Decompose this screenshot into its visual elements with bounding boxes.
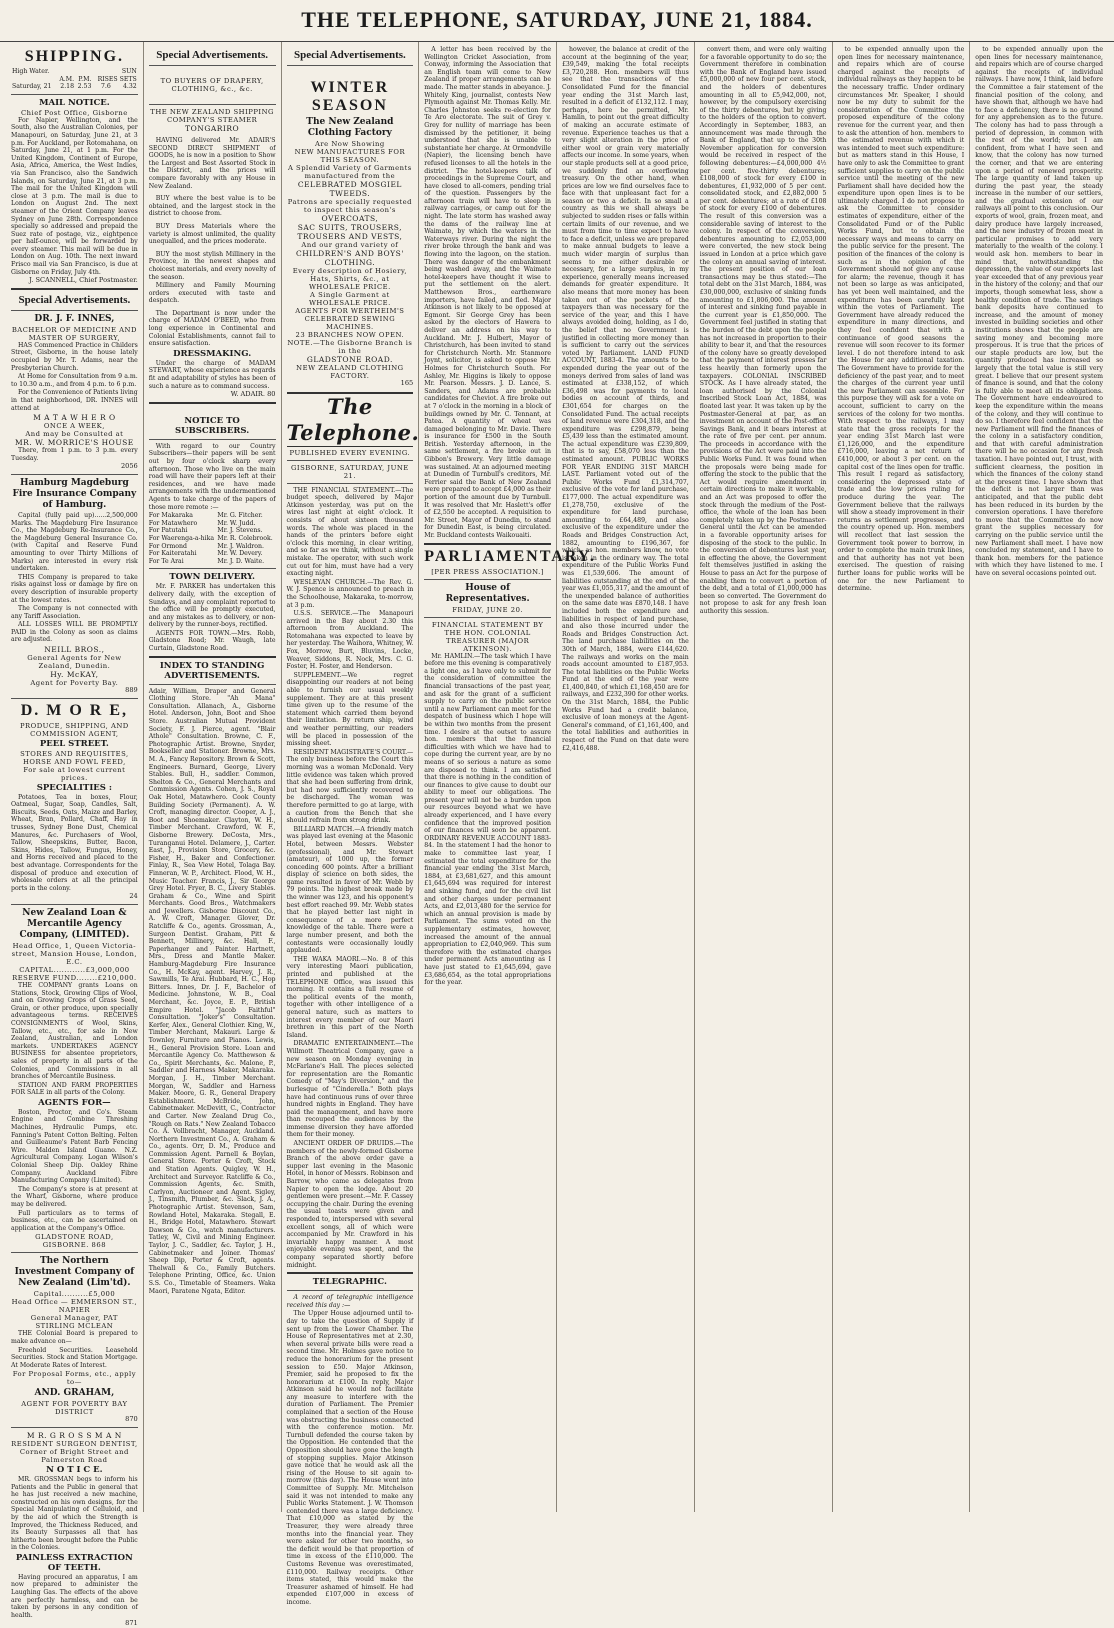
factory-showing: Are Now Showing (315, 140, 385, 148)
index-heading: INDEX TO STANDING ADVERTISEMENTS. (159, 660, 265, 681)
ship-name: TONGARIRO (185, 124, 240, 133)
agents-table (149, 512, 276, 565)
telegraphic-intro: A record of telegraphic intelligence received this day :— (286, 1294, 414, 1309)
column-6-text: convert them, and were only waiting for a favorable opportunity to do so; the Government therefore in combination with the Bank of England have issued £5,000,000 of new four per cent. stock, and the holders of debentures amounting in all to £5,942,000, not, however, by the compulsory exercising of the thirty debentures, but by giving to the holders of the option to convert. Accordingly in September, 1883, an announcement was made through the Bank of England, that up to the 30th November application for conversion would be received in respect of the following debentures:—£4,000,000 4½ per cent. five-thirty debentures; £108,000 of stock for every £100 in debentures, £1,932,000 of 5 per cent. consolidated stock, and £2,882,000 5 per cent. debentures; at a rate of £108 of stock for every £100 of debentures. The result of this conversion was a considerable saving of interest to the colony. In respect of the conversion, debentures amounting to £2,053,000 were converted, the new stock being issued in London at a price which gave the colony an annual saving of interest. The present position of our loan transactions may be thus stated:—The total debt on the 31st March, 1884, was £30,000,000, exclusive of sinking funds amounting to £1,806,000. The amount of interest and sinking fund payable in the current year is £1,850,000. The Government feel justified in stating that the burden of the debt upon the people has not increased in proportion to their ability to bear it, and that the resources of the colony have so greatly developed that the payment of interest presses far less heavily than formerly upon the taxpayers. COLONIAL INSCRIBED STOCK. As I have already stated, the loan authorised by the Colonial Inscribed Stock Loan Act, 1884, was floated last year. It was taken up by the Postmaster-General at par, as an investment on account of the Post-office Savings Bank, and it bears interest at the rate of five per cent. per annum. The proceeds in accordance with the provisions of the Act were paid into the Public Works Fund. It was found when the proposals were being made for offering the stock to the public that the Act would require amendment in certain directions to make it workable, and an Act was proposed to offer the stock through the medium of the Post-office, the whole of the loan has been completely taken up by the Postmaster-General until the Act can be amended in a favorable opportunity arises for disposing of the stock to the public. In the conversion of debentures last year, in effecting the above, the Government felt themselves justified in asking the House to pass an Act for the purpose of enabling them to convert a portion of the debt, and a total of £1,000,000 has been so converted. The Government do not propose to ask for any fresh loan authority this session. (699, 46, 827, 615)
tides-am: 2.18 (60, 83, 75, 91)
nzloan-office: Head Office, 1, Queen Victoria-street, Mansion House, London, E.C. (11, 941, 138, 966)
innes-name: DR. J. F. INNES, (34, 313, 115, 324)
painless-title: PAINLESS EXTRACTION OF TEETH. (15, 1552, 133, 1573)
article-dramatic: DRAMATIC ENTERTAINMENT.—The Willmott Theatrical Company, gave a new season on Monday evening in McFarlane's Hall. The pieces selected for representation are the Romantic Comedy of "May's Diversion," and the burlesque of "Cinderella." Both plays have had continuous runs of over three hundred nights in England. They have paid the management, and have more than recouped the audiences by the immense diversion they have afforded them for their money. (286, 1040, 414, 1139)
town-delivery-text: Mr. F. PARKER has undertaken this delivery daily, with the exception of Sundays, and any complaint reported to the office will be promptly executed, and any mistakes as to delivery, or non-delivery by the runner-boys, rectified. (148, 583, 276, 629)
article-waka-maori: THE WAKA MAORI.—No. 8 of this very interesting Maori publication, printed and published at the TELEPHONE Office, was issued this morning. It contains a full resume of the political events of the month, together with other intelligence of a general nature, such as matters to interest every member of our Maori brethren in this part of the North Island. (286, 955, 414, 1039)
column-8 (970, 42, 1108, 1512)
grossman-text: MR. GROSSMAN begs to inform his Patients and the Public in general that he has just received a new machine, constructed on his own designs, for the Special Manipulating of Celluloid, and by the aid of which the Strength is Improved, the Thickness Reduced, and its Beauty Surpasses all that has hitherto been brought before the Public in the Colonies. (11, 1475, 138, 1552)
masthead: THE TELEPHONE, SATURDAY, JUNE 21, 1884. (0, 0, 1114, 42)
more-number: 24 (129, 892, 138, 901)
column-4 (419, 42, 596, 1512)
article-druids: ANCIENT ORDER OF DRUIDS.—The members of the newly-formed Gisborne Branch of the above order gave a supper last evening in the Masonic Hotel, in honor of Messrs. Robinson and Barrow, who came as delegates from Napier to open the lodge. About 20 gentlemen were present.—Mr. F. Cassey occupying the chair. During the evening the usual toasts were given and responded to, interspersed with several excellent songs, all of which were accompanied by Mr. Crawford in his invariably happy manner. A most enjoyable evening was spent, and the company separated shortly before midnight. (286, 1140, 414, 1269)
nzloan-reserve: RESERVE FUND........£210,000. (12, 973, 137, 982)
parliamentary-sub: [PER PRESS ASSOCIATION.] (431, 567, 544, 576)
innes-text-5: There, from 1 p.m. to 3 p.m. every Tuesday. (11, 447, 138, 462)
nzloan-capital: CAPITAL............£3,000,000 (19, 965, 130, 974)
factory-branches: 23 BRANCHES NOW OPEN. (295, 331, 405, 339)
house-heading: House of Representatives. (445, 582, 530, 604)
column-5 (557, 42, 695, 1512)
northern-manager: General Manager, PAT STIRLING MCLEAN (30, 1314, 118, 1331)
adair-buy-1: BUY where the best value is to be obtained, and the largest stock in the district to choose from. (148, 195, 276, 218)
mail-notice-heading: MAIL NOTICE. (39, 97, 110, 108)
mail-notice-sub: Chief Post Office, Gisborne (20, 108, 128, 117)
article-uss: U.S.S. SERVICE.—The Manapouri arrived in the Bay about 2.30 this afternoon from Auckland. The Rotomahana was expected to leave by her yesterday. The Waihora, Whitney, W. Fox, Morrow, Burt, Bluvins, Locke, Weaver, Siddons, R. Nock, Mrs. C. G. Foster, H. Foster, and Henderson. (286, 610, 414, 671)
tides-head-water: High Water. (12, 68, 50, 75)
northern-capital: Capital..........£5,000 (33, 1290, 116, 1299)
column-4-text: A letter has been received by the Wellington Cricket Association, from Conway, informing the Association that an English team will come to New Zealand if proper arrangements can be made. The matter stands in abeyance. J. Whitely King, journalist, contests New Plymouth against Mr. Thomas Kelly. Mr. Charles Johnston seeks re-election for Te Aro electorate. The suit of Grey v. Grey for nullity of marriage has been dismissed by the petitioner, it being understood that she is unable to substantiate her charge. At Ormondville (Napier), the licensing bench have refused licenses to all the hotels in the district. The hotel-keepers talk of proceedings in the Supreme Court, and have closed to all-comers, pending trial of the question. Passengers by the afternoon train will have to sleep in railway carriages, or camp out for the night. The late storm has washed away the dams of the railway line at Waimate, by which the waters in the Waterways river. During the night the river broke through the bank and was flowing into the lagoon, on the station. There was danger of the embankment being washed away, and the Waimate hotel-keepers have thought it wise to put the settlement on the alert. Matthewson Bros., earthenware importers, have failed, and fled. Major Atkinson is not likely to be opposed at Egmont. Sir George Grey has been asked by the electors of Hawera to deliver an address on his way to Auckland. Mr. J. Hulbert, Mayor of Christchurch, has been invited to stand for Christchurch North. Mr. Stanmore Joynt, solicitor, is asked to oppose Mr. Holmes for Christchurch South. For Ashley, Mr. Higgins is likely to oppose Mr. Pearson. Messrs. J. D. Lance, S. Sanders, and Adams are probable candidates for Cheviot. A fire broke out at 7 o'clock in the morning in a block of buildings owned by Mr. C. Tennant, at Patea. A quantity of wheat was damaged belonging to Mr. Davie. There is insurance for £500 in the South British. Yesterday afternoon, in the same settlement, a fire broke out in Gibbon's Brewery. Very little damage was sustained. At an adjourned meeting at Dunedin of Turnbull's creditors, Mr. Ferrier said the Bank of New Zealand were prepared to accept £4,000 as their portion of the amount due by Turnbull. It was resolved that Mr. Haslett's offer of £2,550 be accepted. A requisition to Mr. Street, Mayor of Dunedin, to stand for Dunedin East, is being circulated. Mr. Buckland contests Waikouaiti. (424, 46, 551, 539)
nzloan-title: New Zealand Loan & Mercantile Agency Company, (LIMITED). (19, 907, 130, 940)
neill-sub: General Agents for New Zealand, Dunedin. (27, 654, 122, 671)
graham-name: AND. GRAHAM, (34, 1388, 115, 1399)
factory-mosgiel: CELEBRATED MOSGIEL TWEEDS. (297, 180, 402, 198)
adair-buy-3: BUY the most stylish Millinery in the Province, in the newest shapes and choicest materials, and every novelty of the season. (148, 250, 276, 281)
factory-number: 165 (400, 379, 414, 387)
northern-items: Freehold Securities. Leasehold Securities. Stock and Station Mortgage. At Moderate Rates of Interest. (11, 1346, 138, 1369)
factory-splendid: A Splendid Variety of Garments manufactured from the (287, 164, 412, 180)
factory-trousers: TROUSERS AND VESTS, (297, 232, 403, 241)
factory-note: NOTE.—The Gisborne Branch is in the (287, 339, 413, 355)
hamburg-title: Hamburg Magdeburg Fire Insurance Company of Hamburg. (12, 477, 137, 510)
column-6 (695, 42, 833, 1512)
innes-text-2: At Home for Consultation from 9 a.m. to 10.30 a.m., and from 4 p.m. to 6 p.m. (11, 373, 138, 388)
nzloan-station: STATION AND FARM PROPERTIES FOR SALE in all parts of the Colony. (11, 1081, 138, 1097)
innes-text-4: And may be Consulted at (25, 430, 124, 439)
tides-sub-rises: RISES SETS (97, 75, 137, 83)
agent-row: For Te Arai Mr. J. D. Waite. (148, 557, 265, 565)
northern-title: The Northern Investment Company of New Zealand (Lim'td). (14, 1256, 135, 1289)
tides-sub-pm: P.M. (78, 75, 92, 83)
tides-head-sun: SUN (121, 68, 137, 75)
article-wesleyan: WESLEYAN CHURCH.—The Rev. G. W. J. Spence is announced to preach in the Schoolhouse, Makaraka, to-morrow, at 3 p.m. (286, 578, 414, 609)
grossman-address: Corner of Bright Street and Palmerston Road (19, 1447, 129, 1464)
newspaper-columns (6, 42, 1108, 1628)
more-sale: For sale at lowest current prices. (23, 765, 126, 782)
column-7-text: to be expended annually upon the open lines for necessary maintenance, and repairs which are of course charged against the receipts of individual railways as they happen to be the necessary traffic. Under ordinary circumstances Mr. Speaker, I should now be my duty to submit for the consideration of the Committee the proposed expenditure of the colony revenue for the current year, and then to ask the attention of hon. members to the estimated revenue with which it was intended to meet such expenditure: but as matters stand in this House, I have only to ask the Committee to grant sufficient supplies to carry on the public service until the meeting of the new Parliament shall have decided how the expenditure upon open lines is to be ultimately charged. I do not propose to ask the Committee to consider estimates of expenditure, either of the Consolidated Fund or of the Public Works Fund, but to obtain the necessary ways and means to carry on the public service for the present. The position of the finances of the colony is such as in the opinion of the Government should not give any cause for alarm; the revenue, though it has not been so large as was anticipated, has yet been well maintained, and the expenditure has been carefully kept within the votes of Parliament. The Government have already reduced the expenditure in many directions, and they feel confident that with a continuance of good seasons the revenue will soon recover to its former level. I do not therefore intend to ask the House for any additional taxation. The Government have to provide for the deficiency of the past year, and to meet the charges of the current year until the new Parliament can assemble. For this purpose they will ask for a vote on account, sufficient to carry on the services of the colony for two months. With respect to the railways, I may state that the gross receipts for the year ending 31st March last were £1,126,000, and the expenditure £716,000, leaving a net return of £410,000, or about 3 per cent. on the capital cost of the lines open for traffic. This result I regard as satisfactory, considering the depressed state of trade and the low prices ruling for produce during the year. The Government believe that the railways will show a steady improvement in their returns as settlement progresses, and the country opened up. Hon. members will recollect that last session the Government took power to borrow, in order to complete the main trunk lines, and that authority has not yet been exercised. The question of raising further loans for public works will be one for the new Parliament to determine. (837, 46, 965, 593)
mckay-name: Hy. McKAY, (50, 670, 99, 680)
special-ads-heading: Special Advertisements. (18, 293, 131, 306)
factory-every: Every description of Hosiery, Hats, Shirts, &c., at WHOLESALE PRICE. (292, 267, 408, 291)
factory-children: CHILDREN'S AND BOYS' CLOTHING. (295, 249, 404, 267)
innes-number: 2056 (120, 462, 138, 471)
mail-notice-sign: J. SCANNELL, Chief Postmaster. (29, 276, 138, 285)
nzloan-text: THE COMPANY grants Loans on Stations, Stock, Growing Clips of Wool, and on Growing Crops of Grass Seed, Grain, or other produce, upon specially advantageous terms. RECEIVES CONSIGNMENTS of Wool, Skins, Tallow, etc., etc., for sale in New Zealand, Australian, and London markets. UNDERTAKES AGENCY BUSINESS for absentee proprietors, sales of property in all parts of the Colonies, and Commissions in all branches of Mercantile Business. (11, 981, 138, 1081)
tides-rises: 7.6 (101, 83, 111, 91)
factory-sac-suits: SAC SUITS, TROUSERS, (297, 223, 403, 232)
more-street: PEEL STREET. (39, 738, 109, 749)
painless-number: 871 (125, 1619, 138, 1628)
innes-text-1: HAS Commenced Practice in Childers Street, Gisborne, in the house lately occupied by Mr. T. Adams, near the Presbyterian Church. (11, 341, 138, 372)
winter-season: WINTER SEASON (310, 79, 390, 114)
factory-agents: AGENTS FOR WERTHEIM'S CELEBRATED SEWING MACHINES. (295, 307, 405, 331)
factory-overcoats: OVERCOATS, (321, 214, 379, 223)
tides-sub-am: A.M. (59, 75, 75, 83)
dateline: GISBORNE, SATURDAY, JUNE 21. (290, 463, 409, 480)
factory-single: A Single Garment at WHOLESALE PRICE. (308, 291, 391, 307)
innes-degree: BACHELOR OF MEDICINE AND MASTER OF SURGERY, (11, 325, 137, 342)
hamburg-text-4: ALL LOSSES WILL BE PROMPTLY PAID in the Colony as soon as claims are adjusted. (11, 621, 138, 644)
article-supplement: SUPPLEMENT.—We regret disappointing our readers at not being able to furnish our usual weekly supplement. They are at this present time given up to the resume of the statement which carried them beyond their limitation. By return ship, wind and weather permitting, our readers will be placed in possession of the missing sheet. (286, 671, 414, 748)
grossman-notice: N O T I C E. (46, 1464, 103, 1475)
column-7 (833, 42, 971, 1512)
hamburg-text-2: THIS Company is prepared to take risks against loss or damage by fire on every description of insurable property at the lowest rates. (11, 573, 138, 604)
nzloan-full: Full particulars as to terms of business, etc., can be ascertained on application at the Company's Office. (11, 1209, 138, 1232)
mckay-sub: Agent for Poverty Bay. (30, 679, 119, 688)
parliamentary-heading: PARLIAMENTARY. (424, 547, 596, 565)
more-specialities: SPECIALITIES : (36, 782, 113, 793)
column-3 (282, 42, 420, 1606)
subscribers-heading: NOTICE TO SUBSCRIBERS. (175, 415, 250, 436)
agent-row: For Kaiteratahi Mr. W. Devery. (148, 550, 263, 558)
drapers-heading: TO BUYERS OF DRAPERY, CLOTHING, &c., &c. (160, 77, 264, 93)
town-agents: AGENTS FOR TOWN.—Mrs. Robb, Gladstone Road; Mr. Waugh, late Curtain, Gladstone Road. (148, 629, 276, 653)
graham-sub: AGENT FOR POVERTY BAY DISTRICT (21, 1400, 128, 1417)
nzloan-agents: AGENTS FOR— (38, 1097, 111, 1108)
nzloan-office-2: The Company's store is at present at the Wharf, Gisborne, where produce may be delivered. (11, 1185, 138, 1208)
more-stores: STORES AND REQUISITES, HORSE AND FOWL FEED, (20, 749, 129, 766)
more-text: Potatoes, Tea in boxes, Flour, Oatmeal, Sugar, Soap, Candles, Salt, Biscuits, Seeds, Oats, Maize and Barley, Wheat, Bran, Pollard, Chaff, Hay in trusses, Sydney Bone Dust, Chemical Manures, &c. Purchasers of Wool, Tallow, Sheepskins, Butter, Bacon, Skins, Hides, Tallow, Fungus, Honey, and Horns received and placed to the best advantage. Correspondents for the disposal of produce and execution of wholesale orders at all the principal ports in the colony. (11, 793, 138, 892)
telegraphic-heading: TELEGRAPHIC. (312, 1277, 387, 1288)
adair-dept: The Department is now under the charge of MADAM O'BEED, who from long experience in Continental and Colonial Establishments, cannot fail to ensure satisfaction. (148, 309, 276, 348)
telegraphic-text: The Upper House adjourned until to-day to take the question of Supply if sent up from the Lower Chamber. The House of Representatives met at 2.30, when several private bills were read a second time. Mr. Holmes gave notice to reduce the honorarium for the present session to £50. Major Atkinson, Premier, said he proposed to fix the honorarium at £100. In reply, Major Atkinson said he would not facilitate any measure to interfere with the duration of Parliament. The Premier complained that a section of the House was obstructing the business connected with the conference motion. Mr. Turnbull defended the course taken by the Opposition. He contended that the Opposition should have gone the length of stopping supplies. Major Atkinson gave notice that he would ask all the rising of the House to sit again to-morrow (this day). The House went into Committee of Supply. Mr. Mitchelson said it was not intended to make any Public Works Statement. J. W. Thomson contended there was a large deficiency. That £10,000 as stated by the Treasurer, they were already three months into the financial year. They were asked for other two months, so the deficit would be that proportion of time in excess of the £110,000. The Customs Revenue was overestimated, £110,000. Railway receipts. Other items stated, this would make the Treasurer ashamed of himself. He had expended £107,000 in excess of income. (286, 1310, 414, 1606)
dressmaking-text: Under the charge of MADAM STEWART, whose experience as regards fit and adaptability of styles has been of such a nature as to command success. (148, 359, 276, 390)
northern-forms: For Proposal Forms, etc., apply to— (12, 1370, 137, 1387)
grossman-sub: RESIDENT SURGEON DENTIST, (11, 1439, 138, 1448)
hamburg-text-3: The Company is not connected with any Tariff Association. (11, 605, 138, 620)
innes-place: M A T A W H E R O (33, 413, 116, 423)
agent-row: For Waerenga-a-hika Mr. R. Colebrook. (148, 534, 273, 542)
special-ads-heading-3: Special Advertisements. (293, 49, 406, 61)
hamburg-text: Capital (fully paid up)......2,500,000 Marks. The Magdeburg Fire Insurance Co., the Magdeburg Re-Insurance Co., the Magdeburg General Insurance Co. (with Capital and Reserve Fund amounting to over Thirty Millions of Marks) are interested in every risk undertaken. (11, 511, 138, 573)
more-name: D. M O R E, (20, 701, 129, 719)
tides-sets: 4.32 (122, 83, 137, 91)
nzloan-list: Boston, Proctor, and Co's. Steam Engine and Combine Threshing Machines, Hydraulic Pumps, etc. Fanning's Patent Cotton Belting. Felten and Guilleaume's Patent Barb Fencing Wire. Malden Island Guano. N.Z. Agricultural Company. Logan Wilson's Colonial Sheep Dip. Oakley Rhine Company. Auckland Fibre Manufacturing Company (Limited). (11, 1108, 138, 1185)
factory-title: The New Zealand Clothing Factory (306, 117, 394, 138)
article-court: RESIDENT MAGISTRATE'S COURT.—The only business before the Court this morning was a woman McDonald. Very little evidence was taken which proved that she had been suffering from drink, but had now sufficiently recovered to be discharged. The woman was therefore permitted to go at large, with a caution from the Bench that she should refrain from strong drink. (286, 748, 414, 825)
column-1 (6, 42, 144, 1628)
adair-buy-4: Millinery and Family Mourning orders executed with taste and despatch. (148, 282, 276, 305)
article-billiard: BILLIARD MATCH.—A friendly match was played last evening at the Masonic Hotel, between Messrs. Webster (professional), and Mr. Stewart (amateur), of 1000 up, the former conceding 600 points. After a brilliant display of science on both sides, the game resulted in favor of Mr. Webb by 79 points. The highest break made by the winner was 123, and his opponent's best effort reached 99. Mr. Webb states that he played better last night in consequence of a more perfect knowledge of the table. There were a large number present, and both the contestants were occasionally loudly applauded. (286, 825, 414, 955)
neill-name: NEILL BROS., (44, 645, 105, 655)
index-list: Adair, William, Draper and General Clothing Store. "Ah Mana" Consultation. Allanach, A., Gisborne Hotel. Anderson, John, Boot and Shoe Store. Australian Mutual Provident Society, F. J. Pierce, agent. "Blair Athole" Consultation. Browne, C. F., Photographic Artist. Browne, Snyder, Bookseller and Stationer. Browne, Mrs. M. A., Fancy Repository. Brown & Scott, Engineers. Burnard, George, Livery Stables. Bull, H., saddler. Common, Shelton & Co., General Merchants and Commission Agents. Cohen, J. S., Royal Oak Hotel, Matawhero. Cook County Building Society (Permanent). A. W. Croft, managing director. Cooper, A. J., Boot and Shoemaker. Clayton, W. H., Timber Merchant. Crawford, W. F., Gisborne Brewery. DeCosta, Mrs., Turanganui Hotel. Delamere, J., Carter. East, J., Provision Store, Grocery, &c. Fisher, H., Baker and Confectioner. Finlay, R., Sea View Hotel, Tolaga Bay. Finneran, W. P., Architect. Flood, W. H., Music Teacher. Francis, J., Sir George Grey Hotel. Fryer, B. C., Livery Stables. Graham & Co., Wine and Spirit Merchants. Good Bros., Watchmakers and Jewellers. Gisborne Discount Co., A. W. Croft, Manager. Glover, Dr. Ratcliffe & Co., agents. Grossman, A., Surgeon Dentist. Graham, Pitt & Bennett, Millinery, &c. Hall, F., Paperhanger and Painter. Hartnett, Mrs., Dress and Mantle Maker. Hamburg-Magdeburg Fire Insurance Co., H. McKay, agent. Harvey, J. R., Sawmills, Te Arai. Hubbard, H. C., Hop Bitters. Innes, Dr. J. F., Bachelor of Medicine. Johnstone, W. B., Coal Merchant, &c. Joyce, E. P., British Empire Hotel. "Jacob Faithful" Consultation. "Joker's" Consultation. Kerfer, Alex., General Clothier. King, W., Timber Merchant, Makauri. Large & Townley, Furniture and Pianos. Lewis, H., General Provision Store. Loan and Mercantile Agency Co. Matthewson & Co., Spirit Merchants, &c. Malone, P., Saddler and Harness Maker, Makaraka. Morgan, J. H., Timber Merchant. Morgan, W., Saddler and Harness Maker. Moore, G. R., General Drapery Establishment. McBride, John, Cabinetmaker. McDevitt, C., Contractor and Carter. New Zealand Drug Co., "Rough on Rats." New Zealand Tobacco Co. A. Vollbracht, Manager, Auckland. Northern Investment Co., A. Graham & Co., agents. Orr, D. M., Produce and Commission Agent. Parnell & Boylan, General Store. Porter & Croft, Stock and Station Agents. Quigley, W. H., Architect and Surveyor. Ratcliffe & Co., Commission Agents, &c. Smith, Carlyon, Auctioneer and Agent. Sigley, J., Tinsmith, Plumber, &c. Slack, J. A., Photographic Artist. Stevenson, Sam, Rowland Hotel, Makaraka. Stegall, E. H., Bridge Hotel, Matawhero. Stewart Dawson & Co., watch manufacturers. Tatley, W., Civil and Mining Engineer. Taylor, J. C., Saddler, &c. Taylor, J. H., Cabinetmaker and Joiner. Thomas' Sheep Dip, Porter & Croft, agents. Thelwall & Co., Family Butchers. Telephone Printing, Office, &c. Union S.S. Co., Timetable of Steamers. Waka Maori, Paratene Ngata, Editor. (148, 687, 276, 1295)
innes-week: ONCE A WEEK, (43, 422, 105, 431)
agent-row: For Makaraka Mr. G. Fitcher. (148, 512, 263, 520)
published-line: PUBLISHED EVERY EVENING. (289, 448, 411, 457)
agent-row: For Patutahi Mr. J. Stevens. (148, 527, 263, 535)
mckay-number: 889 (125, 686, 138, 695)
tides-pm: 2.53 (77, 83, 92, 91)
shipping-heading: SHIPPING. (24, 48, 125, 65)
nzloan-foot: GLADSTONE ROAD, GISBORNE. 868 (35, 1233, 114, 1250)
financial-statement-text: Mr. HAMLIN.—The task which I have before me this evening is comparatively a light one, as I have only to submit for the consideration of committee the financial transactions of the past year, and ask for the grant of a sufficient supply to carry on the public service until a new Parliament can meet for the despatch of business which I hope will be within two months from the present time. I desire at the outset to assure hon. members that the financial difficulties with which we have had to cope during the current year, are by no means of so serious a nature as some are disposed to think. I am satisfied that there is nothing in the condition of our finances to give cause to doubt our ability to meet our obligations. The present year will not be a burden upon our resources beyond what we have already experienced, and I have every confidence that the improved position of our finances will soon be apparent. ORDINARY REVENUE ACCOUNT 1883-84. In the statement I had the honor to make to committee last year, I estimated the total expenditure for the financial year ending the 31st March, 1884, at £3,681,627, and this amount £1,645,694 was required for interest and sinking fund, and for the civil list and other charges under permanent Acts, and £2,013,480 for the service for which an annual provision is made by Parliament. The sums voted on the supplementary estimates, however, increased the amount of the annual appropriation to £2,040,969. This sum therefore with the estimated charges under permanent Acts amounting as I have just stated to £1,645,694, gave £3,686,654, as the total appropriations for the year. (424, 652, 551, 987)
adair-text: HAVING delivered Mr. ADAIR'S SECOND DIRECT SHIPMENT of GOODS, he is now in a position to Show the Largest and Best Assorted Stock in the District, and the prices will compare favorably with any House in New Zealand. (148, 137, 276, 190)
town-delivery-heading: TOWN DELIVERY. (169, 572, 255, 583)
more-sub: PRODUCE, SHIPPING, AND COMMISSION AGENT, (19, 721, 129, 738)
factory-patrons: Patrons are specially requested to inspect this season's (287, 198, 412, 214)
article-financial: THE FINANCIAL STATEMENT.—The budget speech, delivered by Major Atkinson yesterday, was put on the wires last night at eight o'clock. It consists of about sixteen thousand words. The whole was placed in the hands of the printers before eight o'clock this morning, in clear writing, and so far as we think, without a single mistake. The operator, with such work cut out for him, must have had a very exacting night. (286, 486, 414, 578)
factory-manufactures: NEW MANUFACTURES FOR THIS SEASON. (294, 148, 406, 164)
factory-road: GLADSTONE ROAD. (306, 355, 393, 364)
dressmaking-heading: DRESSMAKING. (173, 348, 252, 359)
special-ads-heading-2: Special Advertisements. (156, 49, 269, 61)
agent-row: For Matawhero Mr. W. Judd. (148, 519, 256, 527)
factory-name: NEW ZEALAND CLOTHING FACTORY. (296, 364, 404, 380)
tides-day: Saturday, 21 (12, 83, 52, 91)
financial-statement-heading: FINANCIAL STATEMENT BY THE HON. COLONIAL TREASURER (MAJOR ATKINSON). (431, 620, 544, 653)
graham-number: 870 (125, 1415, 138, 1424)
painless-text: Having procured an apparatus, I am now prepared to administer the Laughing Gas. The effects of the above are perfectly harmless, and can be taken by persons in any condition of health. (11, 1573, 138, 1619)
northern-office: Head Office — EMMERSON ST., NAPIER (11, 1298, 138, 1315)
shipping-company: THE NEW ZEALAND SHIPPING COMPANY'S STEAMER (150, 108, 274, 124)
innes-text-3: For the Convenience of Patients living in that neighborhood, DR. INNES will attend at (11, 389, 138, 412)
adair-sign: W. ADAIR. 80 (230, 390, 276, 399)
column-2 (144, 42, 282, 1512)
column-8-text: to be expended annually upon the open lines for necessary maintenance, and repairs which are of course charged against the receipts of individual railways. I have now, I think, laid before the Committee a fair statement of the financial position of the colony, and have shown that, although we have had to face a deficiency, there is no ground for any apprehension as to the future. The colony has had to pass through a period of depression, in common with the rest of the world; but I am confident, from what I have seen and know, that the colony has now turned the corner, and that we are entering upon a period of renewed prosperity. The large quantity of land taken up during the past year, the steady increase in the number of our settlers, and the gradual extension of our railways all point to this conclusion. Our exports of wool, grain, frozen meat, and dairy produce have largely increased, and the new industry of frozen meat in particular promises to add very materially to the wealth of the colony. I would ask hon. members to bear in mind that, notwithstanding the depression, the value of our exports last year exceeded that of any previous year in the history of the colony; and that our imports, though somewhat less, show a healthy condition of trade. The savings bank deposits have continued to increase, and the amount of money invested in building societies and other institutions shows that the people are saving money and becoming more prosperous. It is true that the prices of our staple products are low, but the quantity produced has increased so largely that the total value is still very great. I believe that our present system of finance is sound, and that the colony is fully able to meet all its obligations. The Government have endeavoured to keep the expenditure within the means of the colony, and they will continue to do so. I therefore feel confident that the new Parliament will find the finances of the colony in a satisfactory condition, and that with careful administration there will be no occasion for any fresh taxation. I have pointed out, I trust, with sufficient clearness, the position in which the finances of the colony stand at the present time. I have shown that the deficit is not larger than was anticipated, and that the public debt has been reduced in its burden by the conversion operations. I have therefore to move that the Committee do now grant the supplies necessary for carrying on the public service until the new Parliament shall meet. I have now concluded my statement, and I have to thank hon. members for the patience with which they have listened to me. I have on several occasions pointed out. (975, 46, 1103, 577)
agent-row: For Ormond Mr. J. Waldron. (148, 542, 264, 550)
house-date: FRIDAY, JUNE 20. (452, 605, 524, 614)
tides-table (11, 68, 138, 91)
innes-house: MR. W. MORRICE'S HOUSE (14, 438, 134, 448)
adair-buy-2: BUY Dress Materials where the variety is almost unlimited, the quality unequalled, and the prices moderate. (148, 222, 276, 246)
factory-assort: And our grand variety of (301, 241, 399, 249)
column-5-text: however, the balance at credit of the account at the beginning of the year, £39,549, making the total receipts £3,720,288. Hon. members will thus see that the transactions of the Consolidated Fund for the financial year ending the 31st March last, resulted in a deficit of £132,112. I may, perhaps, here be permitted, Mr. Hamlin, to point out the great difficulty of making an accurate estimate of revenue. Experience teaches us that a very slight alteration in the price of either wool or grain very materially affects our income. In some years, when our staple products sell at a good price, we suddenly find an overflowing treasury. On the other hand, when prices are low we find ourselves face to face with that unpleasant fact for a season or two a deficit. In so small a country as this we shall always be subjected to sudden rises or falls within certain limits of our revenue, and we must from time to time expect to have to face a deficit, unless we are prepared to make annual budgets to leave a much wider margin of surplus than seems to me either desirable or necessary, for a large surplus, in my experience, generally means increased demands for greater expenditure. It also means that more money has been taken out of the pockets of the taxpayers than was necessary for the service of the year, and this I have always avoided doing, holding, as I do, the belief that no Government is justified in collecting more money than is sufficient to carry out the services voted by Parliament. LAND FUND ACCOUNT, 1883-4. The amounts to be expended during the year out of the moneys derived from sales of land was estimated at £338,152, of which £36,498 was for payments to local bodies on account of thirds, and £301,654 for charges on the Consolidated Fund. The actual receipts of land revenue were £304,318, and the expenditure was £298,879, being £5,439 less than the estimated amount. The actual expenditure was £239,809, that is to say, £58,070 less than the estimated amount. PUBLIC WORKS FOR YEAR ENDING 31ST MARCH LAST. Parliament voted out of the Public Works Fund £1,314,707, exclusive of the vote for land purchase, £177,000. The actual expenditure was £1,278,750, exclusive of the expenditure for land purchase, amounting to £64,489, and also exclusive of the expenditure under the Roads and Bridges Construction Act, 1882, amounting to £196,367, for which, as hon. members know, no vote is taken in the ordinary way. The total expenditure of the Public Works Fund was £1,539,606. The amount of liabilities outstanding at the end of the year was £1,055,317, and the amount of the unexpended balance of authorities on the same date was £870,148. I have included both the expenditure and liabilities in respect of land purchase, and also those incurred under the Roads and Bridges Construction Act. The land purchase liabilities on the 30th of March, 1884, were £144,620. The railways and works on the main roads account amounted to £187,953. The total liabilities on the Public Works Fund at the end of the year were £1,400,840, of which £1,168,450 are for railways, and £232,390 for other works. On the 31st March, 1884, the Public Works Fund had a credit balance, exclusive of loan moneys at the Agent-General's command, of £1,161,400, and the total liabilities and authorities in respect of the Fund on that date were £2,416,488. (562, 46, 689, 752)
northern-text: THE Colonial Board is prepared to make advance on— (11, 1330, 138, 1345)
subscribers-text: With regard to our Country Subscribers—their papers will be sent out by four o'clock sharp every afternoon. Those who live on the main road will have their papers left at their residences, and we have made arrangements with the undermentioned Agents to take charge of the papers of those more remote :— (148, 442, 276, 511)
paper-title: The Telephone. (286, 393, 420, 445)
grossman-name: M R. G R O S S M A N (26, 1430, 122, 1440)
mail-notice-text: For Napier, Wellington, and the South, also the Australian Colonies, per Manapouri, on Saturday, June 21, at 3 p.m. For Auckland, per Rotomahana, on Saturday, June 21, at 1 p.m. For the United Kingdom, Continent of Europe, Asia, Africa, America, the West Indies, via San Francisco, also the Sandwich Islands, on Saturday, June 21, at 3 p.m. The mail for the United Kingdom will close at 3 p.m. The mail is due to London on August 2nd. The next steamer of the Orient Company leaves Sydney on June 28th. Correspondence specially so addressed and prepaid the Suez rate of postage, viz., eightpence per half-ounce, will be forwarded by every steamer. This mail will be due in London on Aug. 10th. The next inward Frisco mail via San Francisco, is due at Gisborne on Friday, July 4th. (11, 116, 138, 276)
